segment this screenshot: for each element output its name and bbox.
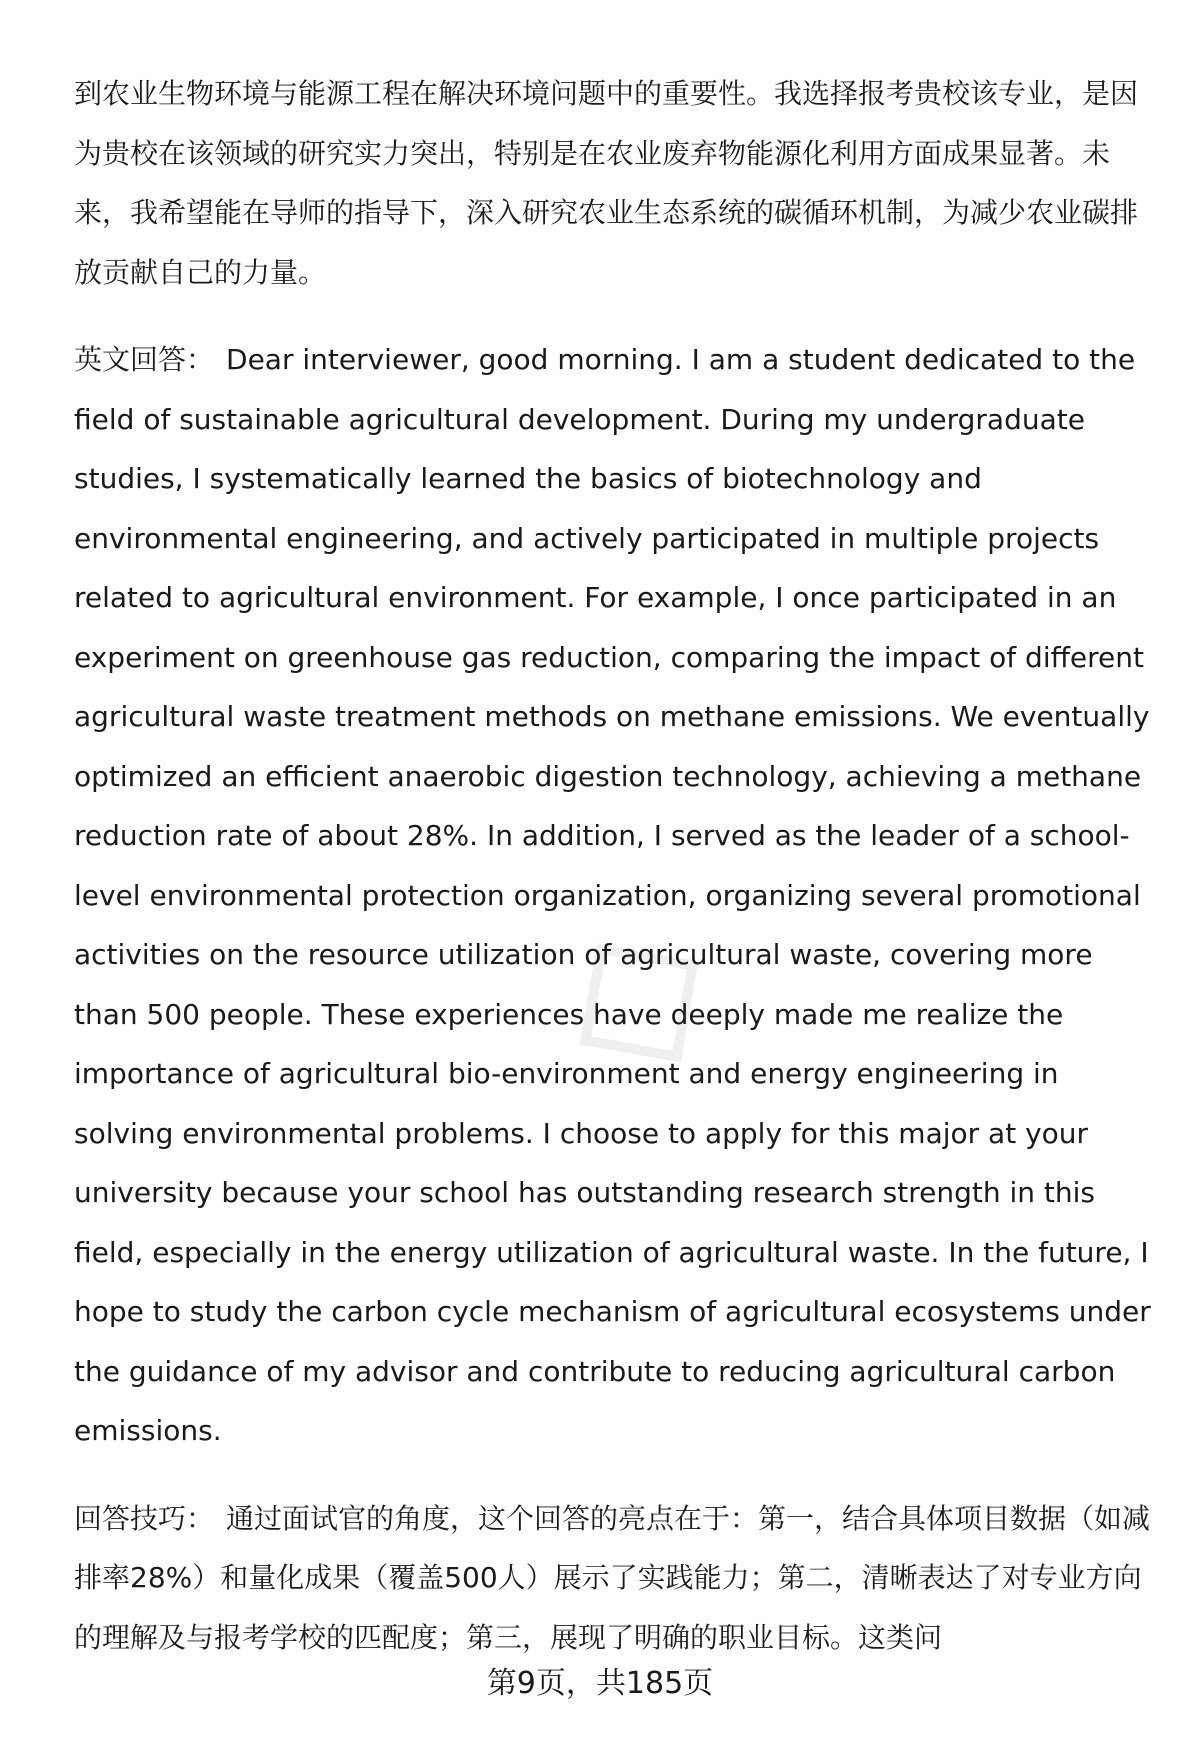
answer-tips-paragraph [74,1489,1154,1668]
english-answer-label: 英文回答： [74,343,215,376]
english-answer-paragraph [74,330,1154,1461]
document-body [74,64,1154,1695]
answer-tips-label: 回答技巧： [74,1501,215,1535]
intro-paragraph: 到农业生物环境与能源工程在解决环境问题中的重要性。我选择报考贵校该专业，是因为贵校在该领域的研究实力突出，特别是在农业废弃物能源化利用方面成果显著。未来，我希望能在导师的指导下，深入研究农业生态系统的碳循环机制，为减少农业碳排放贡献自己的力量。 [74,77,1139,289]
page-footer: 第9页，共185页 [486,1666,714,1701]
watermark: ◇ [506,857,753,1123]
answer-tips-text: 通过面试官的角度，这个回答的亮点在于：第一，结合具体项目数据（如减排率28%）和量化成果（覆盖500人）展示了实践能力；第二，清晰表达了对专业方向的理解及与报考学校的匹配度；第三，展现了明确的职业目标。这类问 [74,1501,1151,1654]
english-answer-text: Dear interviewer, good morning. I am a student dedicated to the field of sustainable agricultural development. During my undergraduate studies, I systematically learned the basics of biotechnology and environmental engineering, and actively participated in multiple projects related to agricultural environment. For example, I once participated in an experiment on greenhouse gas reduction, comparing the impact of different agricultural waste treatment methods on methane emissions. We eventually optimized an efficient anaerobic digestion technology, achieving a methane reduction rate of about 28%. In addition, I served as the leader of a school-level environmental protection organization, organizing several promotional activities on the resource utilization of agricultural waste, covering more than 500 people. These experiences have deeply made me realize the importance of agricultural bio-environment and energy engineering in solving environmental problems. I choose to apply for this major at your university because your school has outstanding research strength in this field, especially in the energy utilization of agricultural waste. In the future, I hope to study the carbon cycle mechanism of agricultural ecosystems under the guidance of my advisor and contribute to reducing agricultural carbon emissions. [74,343,1151,1447]
